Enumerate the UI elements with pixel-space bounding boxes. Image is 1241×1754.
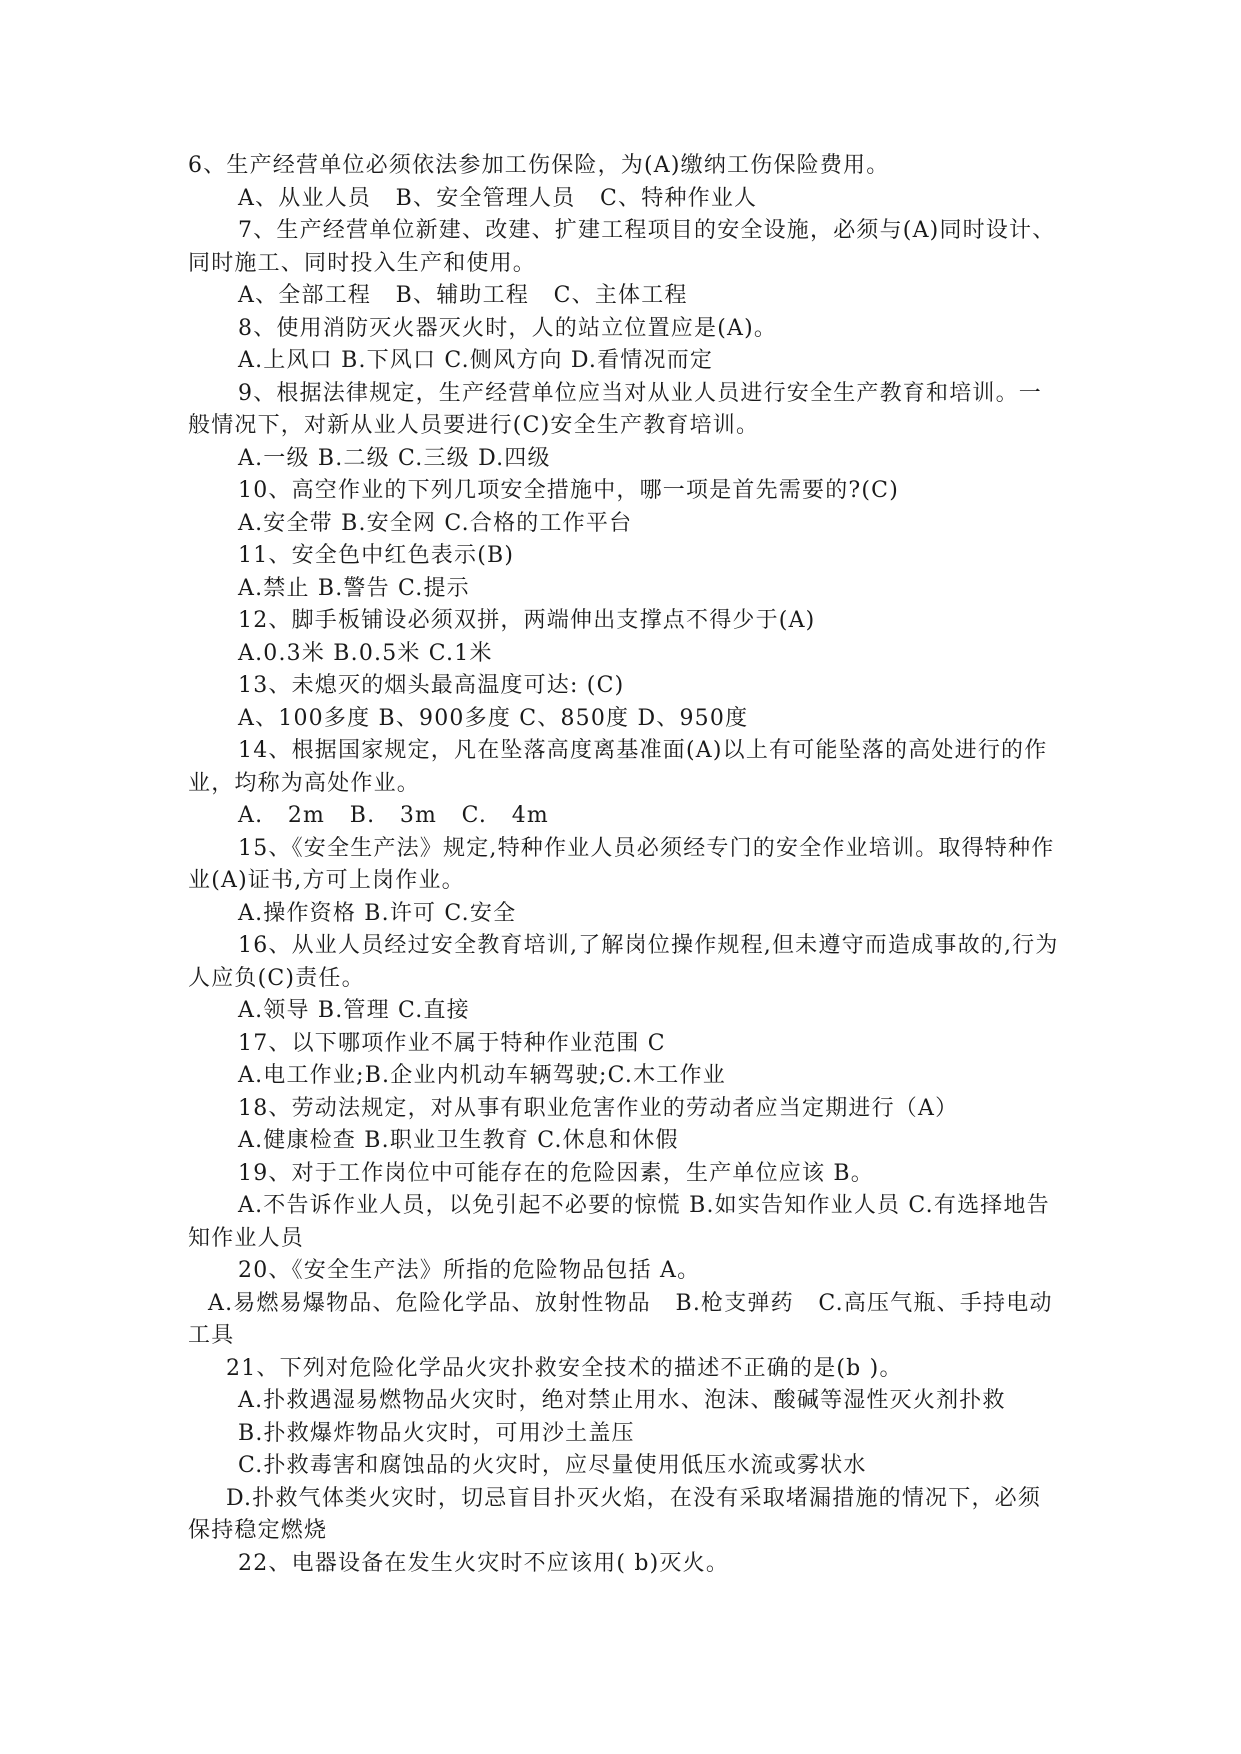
text-line: 22、电器设备在发生火灾时不应该用( b)灭火。 bbox=[238, 1550, 730, 1576]
text-line: A.电工作业;B.企业内机动车辆驾驶;C.木工作业 bbox=[238, 1063, 726, 1088]
text-line: 6、生产经营单位必须依法参加工伤保险，为(A)缴纳工伤保险费用。 bbox=[188, 153, 890, 178]
text-line: 8、使用消防灭火器灭火时，人的站立位置应是(A)。 bbox=[238, 315, 778, 341]
text-line: 19、对于工作岗位中可能存在的危险因素，生产单位应该 B。 bbox=[238, 1160, 874, 1186]
text-line: A、全部工程 B、辅助工程 C、主体工程 bbox=[238, 283, 688, 308]
text-line: 21、下列对危险化学品火灾扑救安全技术的描述不正确的是(b )。 bbox=[226, 1355, 903, 1381]
text-line: A.领导 B.管理 C.直接 bbox=[238, 998, 470, 1023]
text-line: 14、根据国家规定，凡在坠落高度离基准面(A)以上有可能坠落的高处进行的作业，均称为高处作业。 bbox=[188, 738, 1048, 796]
text-line: A、从业人员 B、安全管理人员 C、特种作业人 bbox=[238, 185, 758, 211]
text-line: A.禁止 B.警告 C.提示 bbox=[238, 575, 470, 601]
text-line: 13、未熄灭的烟头最高温度可达: (C) bbox=[238, 673, 625, 698]
text-line: D.扑救气体类火灾时，切忌盲目扑灭火焰，在没有采取堵漏措施的情况下，必须保持稳定燃烧 bbox=[188, 1485, 1042, 1543]
text-line: 10、高空作业的下列几项安全措施中，哪一项是首先需要的?(C) bbox=[238, 478, 899, 503]
text-line: A.易燃易爆物品、危险化学品、放射性物品 B.枪支弹药 C.高压气瓶、手持电动工具 bbox=[188, 1290, 1053, 1348]
text-line: 15、《安全生产法》规定,特种作业人员必须经专门的安全作业培训。取得特种作业(A)证书,方可上岗作业。 bbox=[188, 835, 1055, 893]
text-line: A.健康检查 B.职业卫生教育 C.休息和休假 bbox=[238, 1128, 679, 1153]
text-line: A.不告诉作业人员，以免引起不必要的惊慌 B.如实告知作业人员 C.有选择地告知作业人员 bbox=[188, 1193, 1050, 1251]
text-line: A.上风口 B.下风口 C.侧风方向 D.看情况而定 bbox=[238, 348, 714, 373]
text-line: 12、脚手板铺设必须双拼，两端伸出支撑点不得少于(A) bbox=[238, 608, 816, 633]
text-line: A.操作资格 B.许可 C.安全 bbox=[238, 900, 517, 926]
text-line: A.安全带 B.安全网 C.合格的工作平台 bbox=[238, 510, 633, 536]
text-line: A.扑救遇湿易燃物品火灾时，绝对禁止用水、泡沫、酸碱等湿性灭火剂扑救 bbox=[238, 1388, 1006, 1413]
text-line: A、100多度 B、900多度 C、850度 D、950度 bbox=[238, 705, 749, 731]
text-line: 16、从业人员经过安全教育培训,了解岗位操作规程,但未遵守而造成事故的,行为人应负(C)责任。 bbox=[188, 933, 1059, 991]
text-line: A.一级 B.二级 C.三级 D.四级 bbox=[238, 445, 551, 471]
text-line: 18、劳动法规定，对从事有职业危害作业的劳动者应当定期进行（A） bbox=[238, 1095, 959, 1121]
text-line: 20、《安全生产法》所指的危险物品包括 A。 bbox=[238, 1258, 701, 1283]
text-line: C.扑救毒害和腐蚀品的火灾时，应尽量使用低压水流或雾状水 bbox=[238, 1453, 867, 1478]
text-line: B.扑救爆炸物品火灾时，可用沙土盖压 bbox=[238, 1420, 635, 1446]
text-line: 17、以下哪项作业不属于特种作业范围 C bbox=[238, 1030, 666, 1056]
text-line: A.0.3米 B.0.5米 C.1米 bbox=[238, 640, 493, 666]
text-line: 9、根据法律规定，生产经营单位应当对从业人员进行安全生产教育和培训。一般情况下，对新从业人员要进行(C)安全生产教育培训。 bbox=[188, 380, 1042, 438]
text-line: 11、安全色中红色表示(B) bbox=[238, 543, 515, 568]
question-list bbox=[188, 150, 1060, 1580]
text-line: A. 2m B. 3m C. 4m bbox=[238, 803, 549, 828]
text-line: 7、生产经营单位新建、改建、扩建工程项目的安全设施，必须与(A)同时设计、同时施工、同时投入生产和使用。 bbox=[188, 218, 1056, 276]
